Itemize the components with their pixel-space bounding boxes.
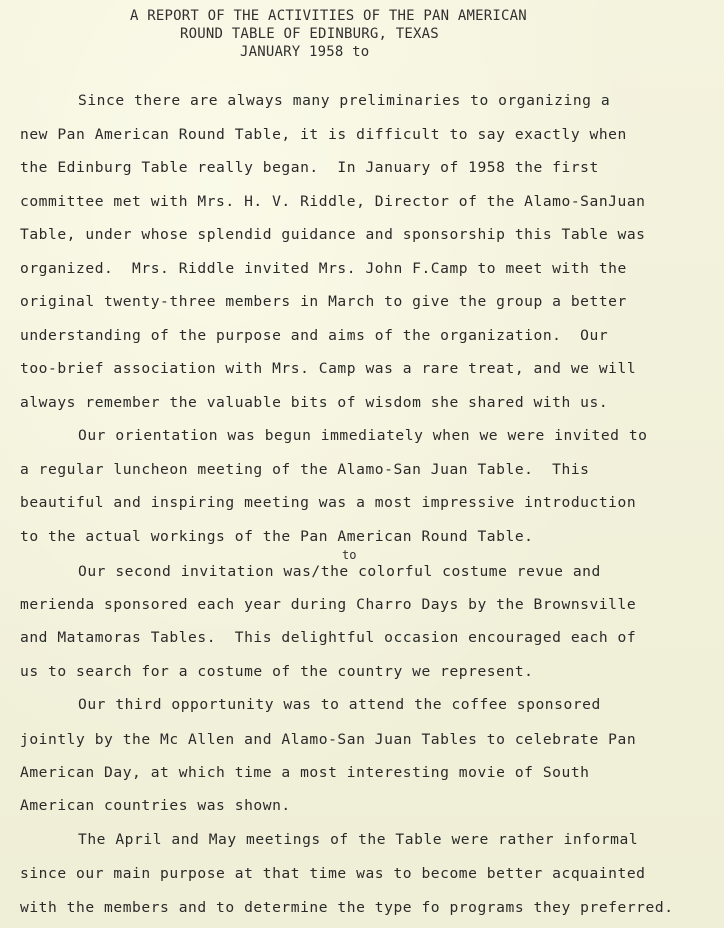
handwritten-insertion: to xyxy=(342,548,357,562)
body-line-4: committee met with Mrs. H. V. Riddle, Director of the Alamo-SanJuan xyxy=(20,193,646,210)
body-line-22: American countries was shown. xyxy=(20,797,291,814)
body-line-14: to the actual workings of the Pan American Round Table. xyxy=(20,528,534,545)
report-title-line-3: JANUARY 1958 to xyxy=(240,44,370,60)
body-line-19: Our third opportunity was to attend the coffee sponsored xyxy=(78,696,601,713)
body-line-23: The April and May meetings of the Table were rather informal xyxy=(78,831,639,848)
body-line-21: American Day, at which time a most interesting movie of South xyxy=(20,764,590,781)
report-title-line-2: ROUND TABLE OF EDINBURG, TEXAS xyxy=(180,26,439,42)
body-line-1: Since there are always many preliminaries to organizing a xyxy=(78,92,611,109)
body-line-3: the Edinburg Table really began. In January of 1958 the first xyxy=(20,159,599,176)
body-line-10: always remember the valuable bits of wisdom she shared with us. xyxy=(20,394,609,411)
body-line-18: us to search for a costume of the country we represent. xyxy=(20,663,534,680)
body-line-25: with the members and to determine the type fo programs they preferred. xyxy=(20,899,674,916)
body-line-9: too-brief association with Mrs. Camp was a rare treat, and we will xyxy=(20,360,637,377)
body-line-24: since our main purpose at that time was to become better acquainted xyxy=(20,865,646,882)
body-line-20: jointly by the Mc Allen and Alamo-San Juan Tables to celebrate Pan xyxy=(20,731,637,748)
body-line-17: and Matamoras Tables. This delightful occasion encouraged each of xyxy=(20,629,637,646)
body-line-2: new Pan American Round Table, it is difficult to say exactly when xyxy=(20,126,627,143)
body-line-6: organized. Mrs. Riddle invited Mrs. John F.Camp to meet with the xyxy=(20,260,627,277)
body-line-7: original twenty-three members in March to give the group a better xyxy=(20,293,627,310)
body-line-8: understanding of the purpose and aims of the organization. Our xyxy=(20,327,609,344)
body-line-13: beautiful and inspiring meeting was a most impressive introduction xyxy=(20,494,637,511)
body-line-15: Our second invitation was/the colorful costume revue and xyxy=(78,563,601,580)
body-line-11: Our orientation was begun immediately when we were invited to xyxy=(78,427,648,444)
body-line-16: merienda sponsored each year during Charro Days by the Brownsville xyxy=(20,596,637,613)
body-line-5: Table, under whose splendid guidance and sponsorship this Table was xyxy=(20,226,646,243)
body-line-12: a regular luncheon meeting of the Alamo-San Juan Table. This xyxy=(20,461,590,478)
report-title-line-1: A REPORT OF THE ACTIVITIES OF THE PAN AMERICAN xyxy=(130,8,527,24)
